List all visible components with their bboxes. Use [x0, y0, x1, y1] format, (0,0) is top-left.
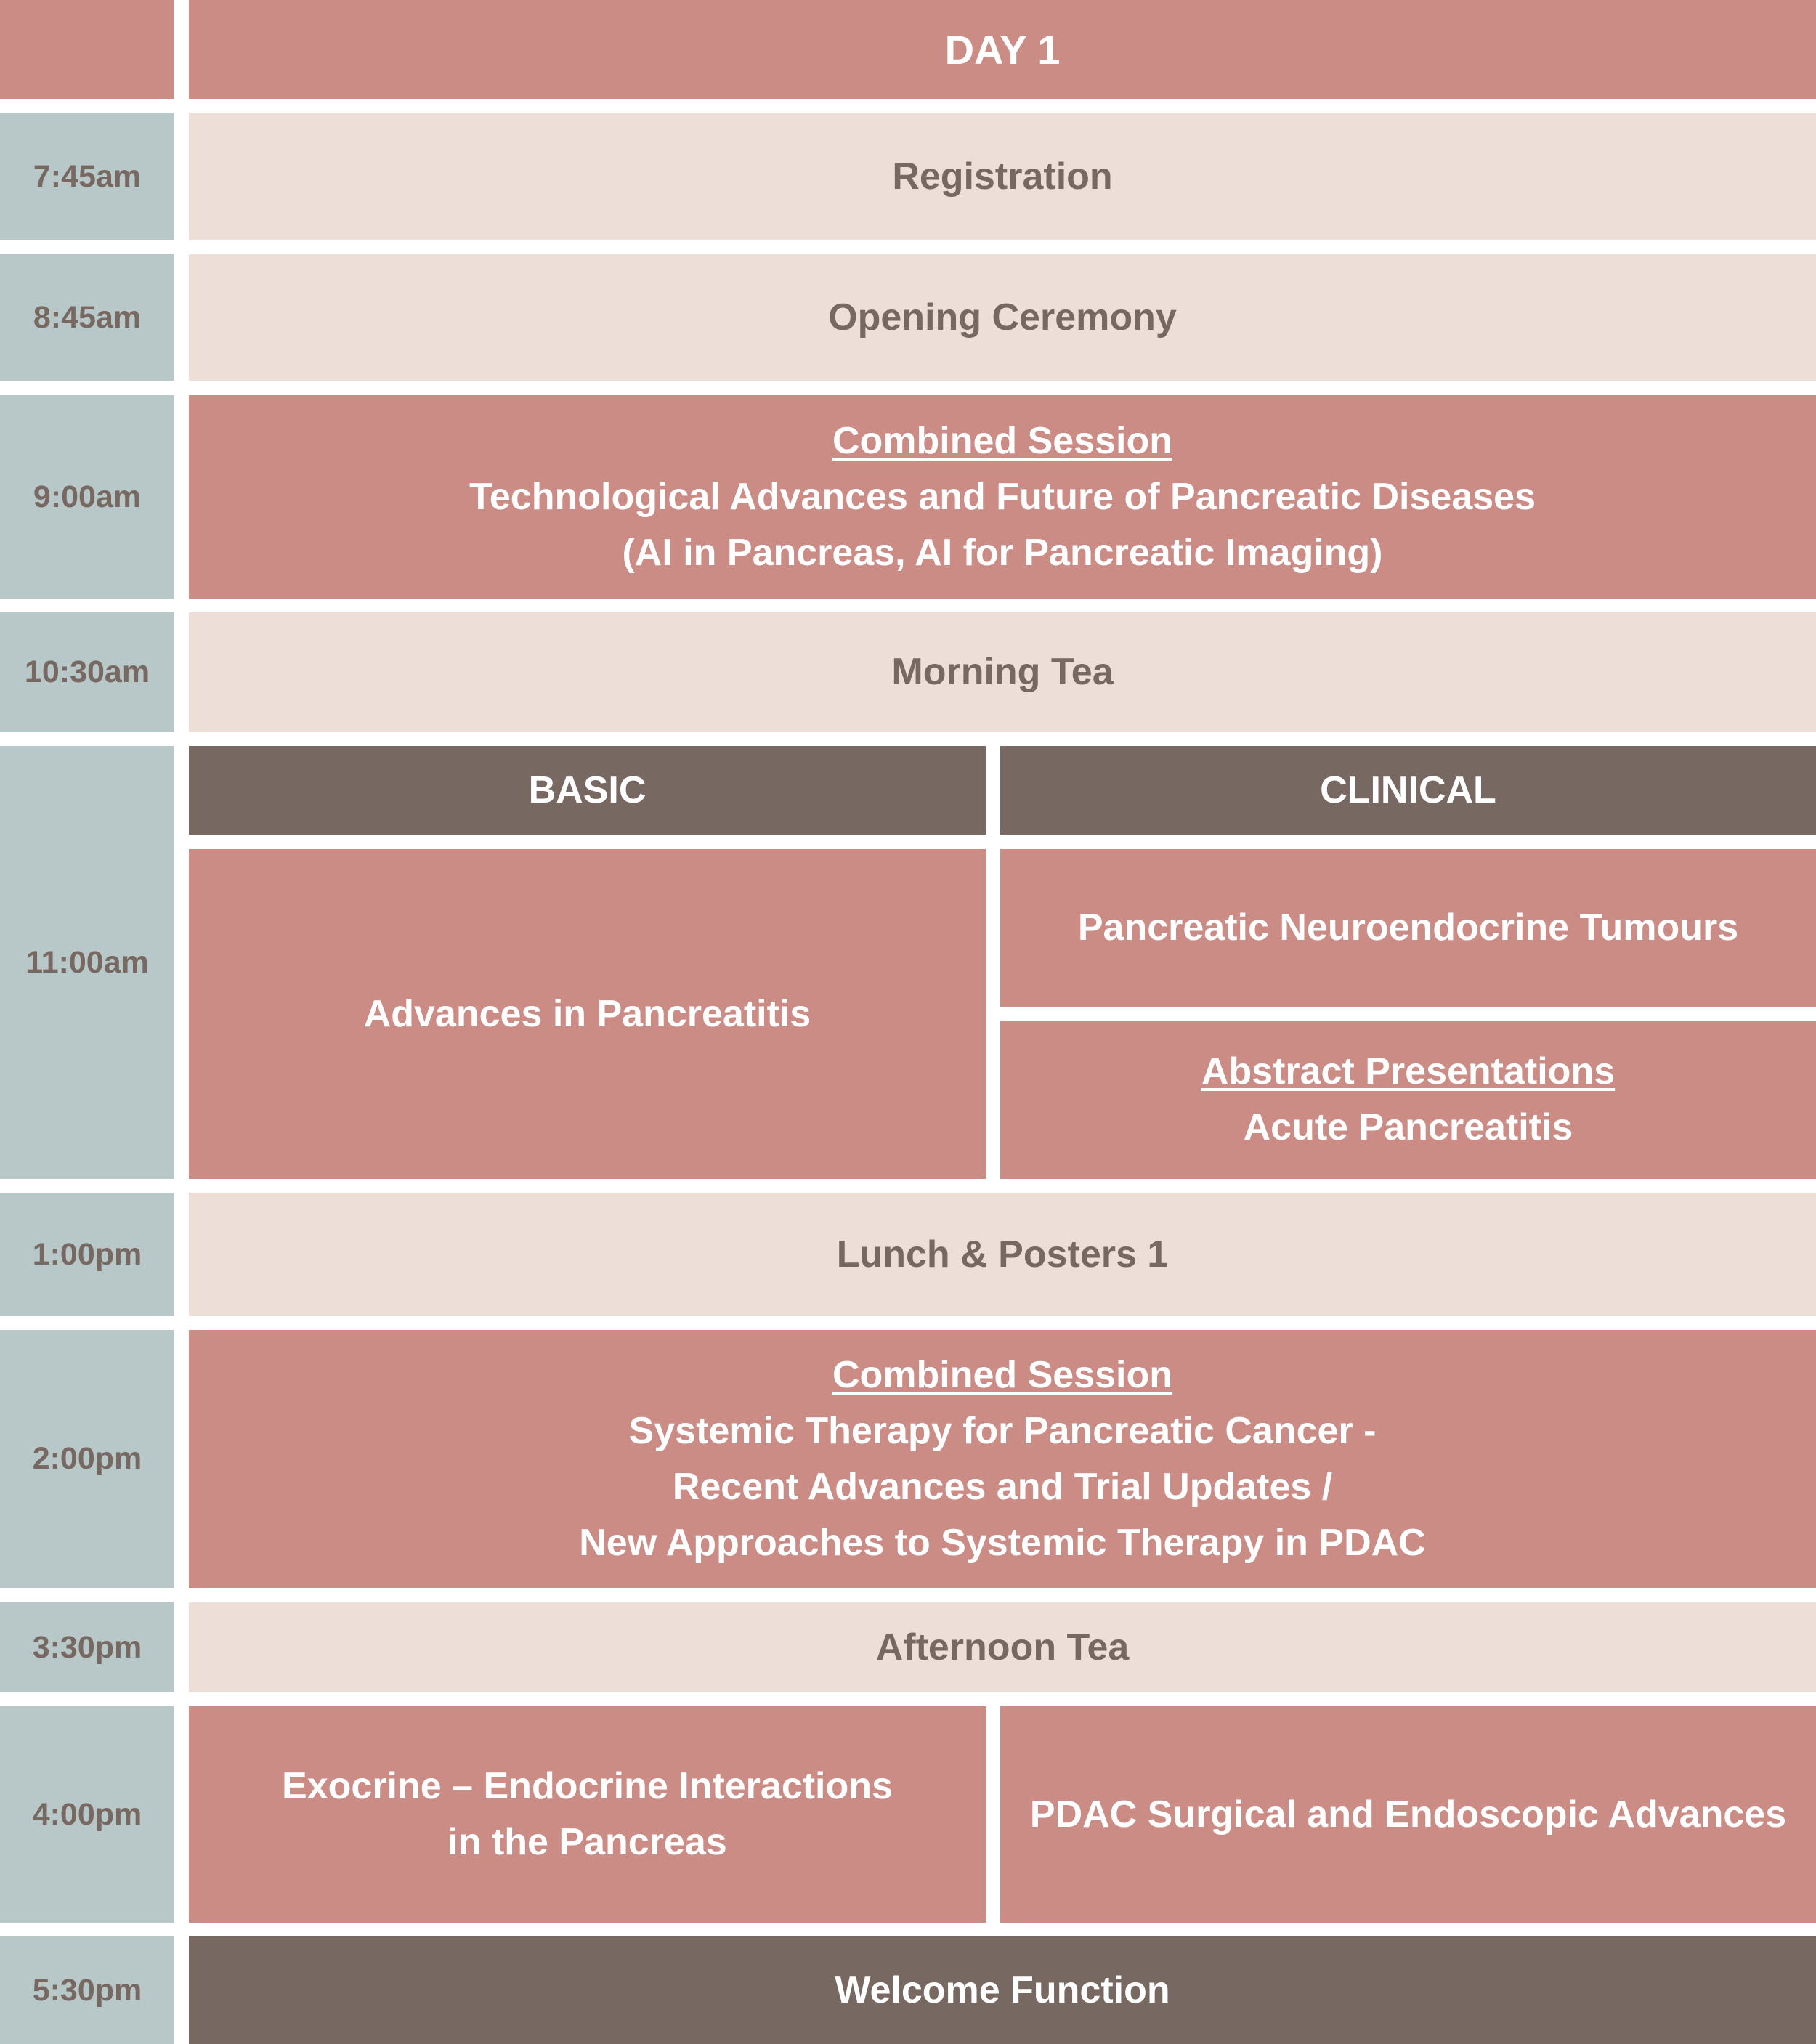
time-label: 7:45am	[33, 158, 142, 194]
track-header-basic	[189, 746, 986, 835]
abstract-presentations-label: Abstract Presentations	[1201, 1050, 1616, 1092]
session-title-line: Recent Advances and Trial Updates /	[672, 1465, 1333, 1508]
session-title: Acute Pancreatitis	[1243, 1106, 1573, 1148]
header-corner-cell	[0, 0, 174, 99]
session-title-line: New Approaches to Systemic Therapy in PDAC	[579, 1521, 1426, 1564]
session-title: Advances in Pancreatitis	[363, 992, 811, 1035]
time-label: 8:45am	[33, 299, 142, 335]
opening-ceremony-cell	[189, 254, 1816, 381]
session-title: Afternoon Tea	[875, 1626, 1130, 1668]
afternoon-tea-cell	[189, 1602, 1816, 1692]
combined-session-2-cell	[189, 1330, 1816, 1588]
time-label: 4:00pm	[32, 1796, 142, 1832]
time-label: 3:30pm	[32, 1629, 142, 1665]
time-cell	[0, 1936, 174, 2044]
time-cell	[0, 612, 174, 732]
registration-cell	[189, 113, 1816, 240]
session-title: PDAC Surgical and Endoscopic Advances	[1029, 1793, 1787, 1836]
time-cell	[0, 1330, 174, 1588]
session-title: Opening Ceremony	[828, 296, 1177, 338]
day-header	[189, 0, 1816, 99]
session-title: Registration	[892, 155, 1113, 198]
abstract-presentations-cell	[1000, 1021, 1816, 1179]
time-cell	[0, 1602, 174, 1692]
time-cell	[0, 395, 174, 599]
advances-in-pancreatitis-cell	[189, 849, 986, 1179]
time-label: 2:00pm	[32, 1441, 142, 1476]
session-title-line: Systemic Therapy for Pancreatic Cancer -	[628, 1409, 1377, 1452]
combined-session-label: Combined Session	[832, 1353, 1173, 1396]
track-label: CLINICAL	[1320, 768, 1496, 811]
time-label: 11:00am	[25, 944, 149, 980]
time-cell	[0, 1706, 174, 1923]
time-cell	[0, 113, 174, 240]
exocrine-endocrine-cell	[189, 1706, 986, 1923]
time-label: 5:30pm	[32, 1972, 142, 2008]
session-title: Morning Tea	[891, 651, 1114, 693]
track-label: BASIC	[528, 768, 646, 811]
lunch-posters-cell	[189, 1193, 1816, 1316]
time-label: 9:00am	[33, 479, 142, 514]
time-cell	[0, 1193, 174, 1316]
morning-tea-cell	[189, 612, 1816, 732]
session-title: Lunch & Posters 1	[836, 1233, 1169, 1276]
session-title-line: Exocrine – Endocrine Interactions	[282, 1765, 893, 1807]
session-title-line: Technological Advances and Future of Pancreatic Diseases	[469, 475, 1536, 518]
time-label: 10:30am	[24, 654, 150, 689]
time-cell	[0, 254, 174, 381]
session-title: Welcome Function	[835, 1968, 1170, 2011]
session-title: Pancreatic Neuroendocrine Tumours	[1077, 907, 1739, 949]
pdac-surgical-cell	[1000, 1706, 1816, 1923]
session-title-line: in the Pancreas	[447, 1821, 727, 1863]
time-cell	[0, 746, 174, 1179]
combined-session-1-cell	[189, 395, 1816, 599]
session-title-line: (AI in Pancreas, AI for Pancreatic Imaging)	[622, 531, 1383, 574]
combined-session-label: Combined Session	[832, 419, 1173, 462]
neuroendocrine-tumours-cell	[1000, 849, 1816, 1007]
time-label: 1:00pm	[32, 1236, 142, 1272]
track-header-clinical	[1000, 746, 1816, 835]
welcome-function-cell	[189, 1936, 1816, 2044]
day-title: DAY 1	[944, 26, 1061, 73]
